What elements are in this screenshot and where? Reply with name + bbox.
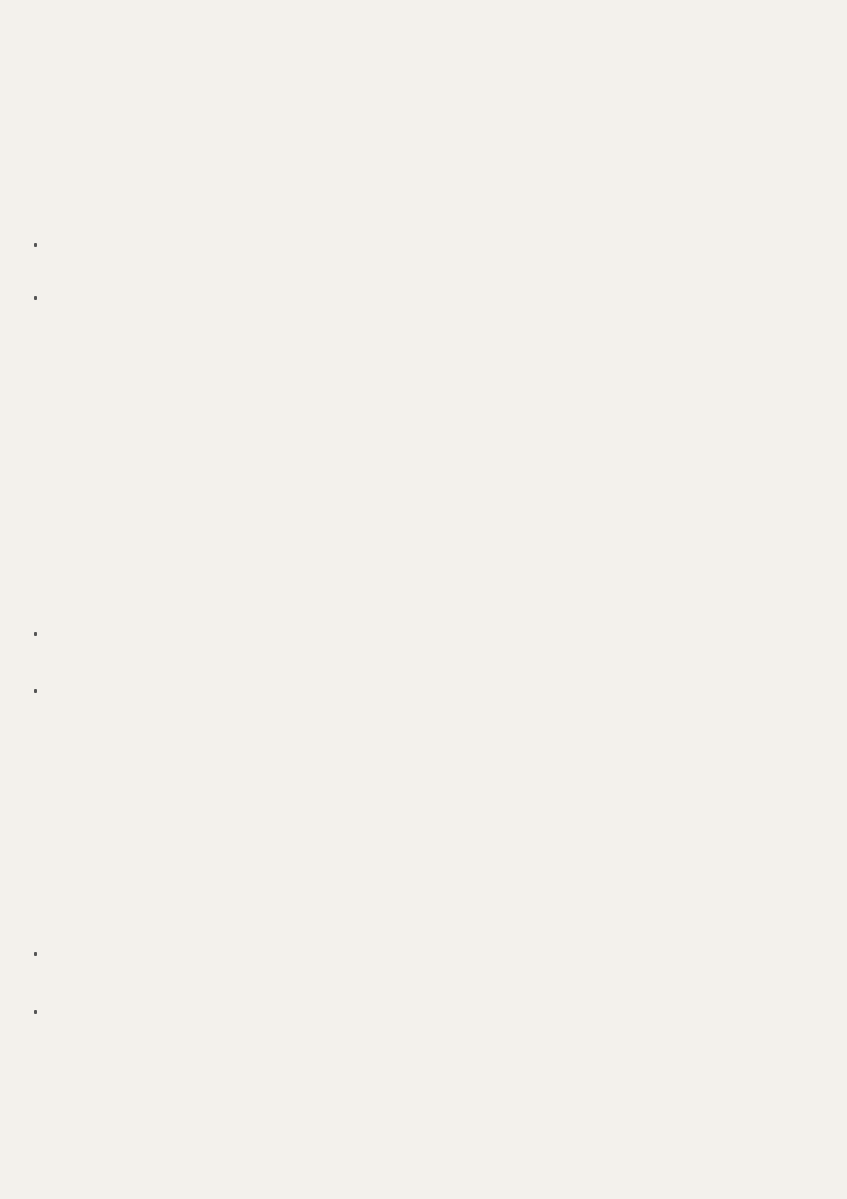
margin-mark	[34, 296, 37, 300]
margin-mark	[34, 632, 37, 636]
margin-mark	[34, 689, 37, 693]
margin-mark	[34, 1010, 37, 1014]
margin-mark	[34, 243, 37, 247]
margin-mark	[34, 952, 37, 956]
